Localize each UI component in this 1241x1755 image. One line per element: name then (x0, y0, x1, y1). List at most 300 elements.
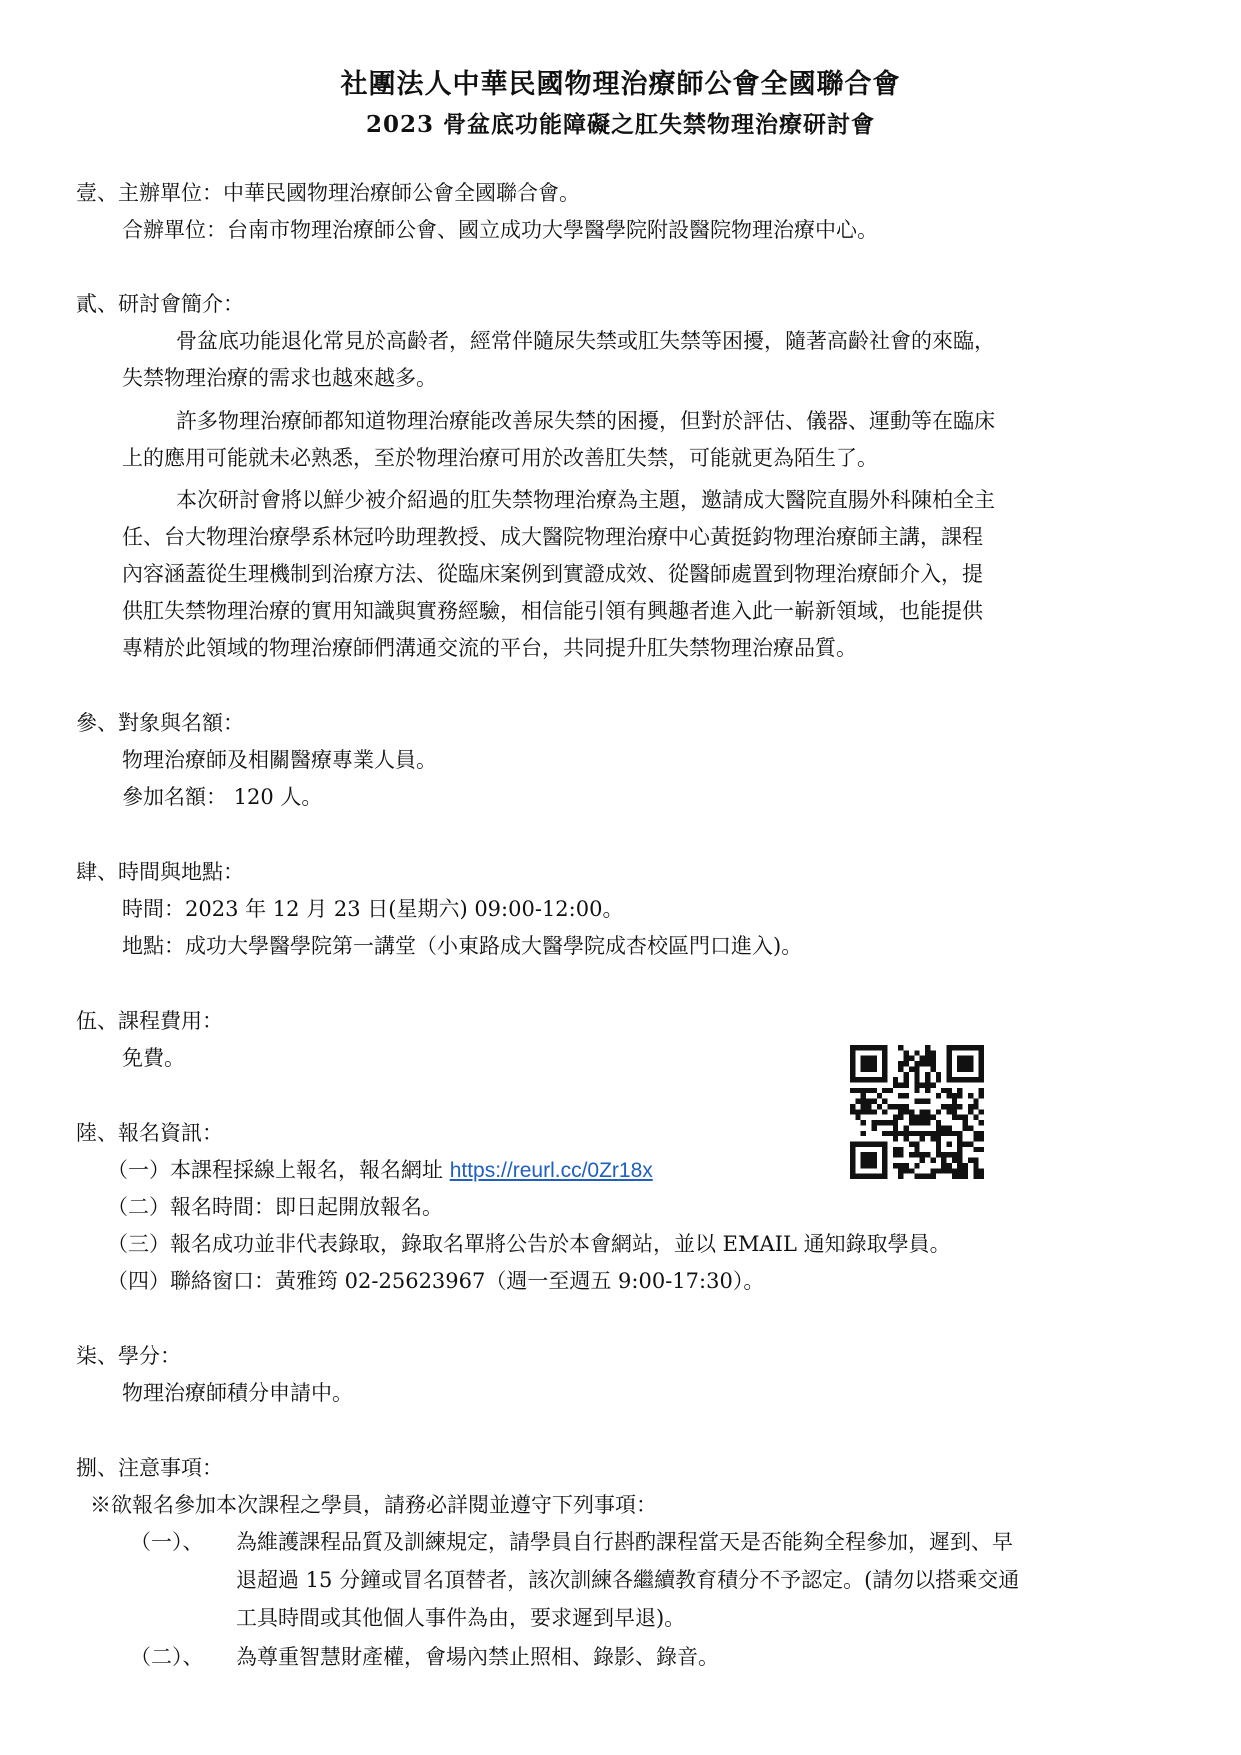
qr-module (871, 1174, 876, 1179)
qr-module (914, 1099, 919, 1104)
qr-module (904, 1061, 909, 1066)
qr-module (930, 1066, 935, 1071)
qr-module (957, 1056, 962, 1061)
qr-module (850, 1158, 855, 1163)
qr-module (850, 1109, 855, 1114)
qr-module (963, 1174, 968, 1179)
qr-module (882, 1077, 887, 1082)
qr-module (973, 1104, 978, 1109)
qr-module (898, 1066, 903, 1071)
registration-link[interactable]: https://reurl.cc/0Zr18x (449, 1159, 653, 1182)
qr-module (963, 1120, 968, 1125)
qr-module (952, 1093, 957, 1098)
qr-module (855, 1174, 860, 1179)
qr-module (914, 1088, 919, 1093)
qr-module (973, 1174, 978, 1179)
qr-module (861, 1120, 866, 1125)
intro-heading: 貳、研討會簡介： (76, 292, 244, 316)
qr-module (979, 1066, 984, 1071)
qr-module (871, 1158, 876, 1163)
intro-line: 本次研討會將以鮮少被介紹過的肛失禁物理治療為主題，邀請成大醫院直腸外科陳柏全主 (176, 488, 995, 512)
qr-module (855, 1115, 860, 1120)
qr-module (968, 1109, 973, 1114)
qr-module (920, 1115, 925, 1120)
qr-module (866, 1061, 871, 1066)
qr-module (904, 1050, 909, 1055)
qr-module (861, 1088, 866, 1093)
qr-module (979, 1174, 984, 1179)
qr-module (952, 1104, 957, 1109)
qr-module (973, 1147, 978, 1152)
qr-module (904, 1093, 909, 1098)
fee-heading: 伍、課程費用： (76, 1009, 223, 1033)
qr-module (957, 1115, 962, 1120)
qr-module (957, 1045, 962, 1050)
qr-module (898, 1168, 903, 1173)
qr-module (909, 1141, 914, 1146)
qr-module (957, 1066, 962, 1071)
qr-module (904, 1131, 909, 1136)
qr-module (979, 1136, 984, 1141)
qr-module (930, 1174, 935, 1179)
qr-module (877, 1077, 882, 1082)
qr-module (914, 1147, 919, 1152)
qr-module (936, 1093, 941, 1098)
document-subtitle: 2023 骨盆底功能障礙之肛失禁物理治療研討會 (365, 111, 876, 138)
qr-module (963, 1066, 968, 1071)
intro-line: 內容涵蓋從生理機制到治療方法、從臨床案例到實證成效、從醫師處置到物理治療師介入，提 (122, 562, 983, 586)
qr-module (914, 1050, 919, 1055)
qr-module (855, 1141, 860, 1146)
qr-module (914, 1141, 919, 1146)
note-item-label: （二）、 (130, 1645, 204, 1669)
qr-module (871, 1061, 876, 1066)
qr-module (909, 1152, 914, 1157)
qr-module (882, 1072, 887, 1077)
qr-module (941, 1088, 946, 1093)
fee-line: 免費。 (122, 1046, 185, 1070)
qr-module (952, 1045, 957, 1050)
qr-module (904, 1072, 909, 1077)
qr-module (979, 1109, 984, 1114)
note-item-label: （一）、 (130, 1530, 204, 1554)
qr-module (871, 1045, 876, 1050)
qr-module (936, 1168, 941, 1173)
qr-module (893, 1120, 898, 1125)
qr-module (914, 1120, 919, 1125)
qr-module (866, 1109, 871, 1114)
qr-module (861, 1056, 866, 1061)
registration-item: （二）報名時間：即日起開放報名。 (107, 1195, 443, 1219)
qr-module (925, 1061, 930, 1066)
qr-module (979, 1077, 984, 1082)
qr-module (925, 1045, 930, 1050)
qr-module (941, 1158, 946, 1163)
qr-module (973, 1158, 978, 1163)
qr-module (946, 1104, 951, 1109)
qr-module (936, 1109, 941, 1114)
qr-module (941, 1168, 946, 1173)
qr-module (866, 1104, 871, 1109)
qr-module (973, 1163, 978, 1168)
audience-heading: 參、對象與名額： (76, 711, 244, 735)
qr-module (957, 1163, 962, 1168)
qr-module (968, 1104, 973, 1109)
qr-module (861, 1131, 866, 1136)
qr-module (957, 1141, 962, 1146)
qr-module (914, 1152, 919, 1157)
co-organizer-line: 合辦單位：台南市物理治療師公會、國立成功大學醫學院附設醫院物理治療中心。 (122, 218, 878, 242)
qr-module (871, 1109, 876, 1114)
qr-module (963, 1168, 968, 1173)
qr-module (946, 1125, 951, 1130)
qr-module (893, 1104, 898, 1109)
qr-module (968, 1061, 973, 1066)
intro-line: 上的應用可能就未必熟悉，至於物理治療可用於改善肛失禁，可能就更為陌生了。 (122, 446, 878, 470)
qr-module (963, 1045, 968, 1050)
registration-item: （四）聯絡窗口：黃雅筠 02-25623967（週一至週五 9:00-17:30）。 (107, 1269, 765, 1293)
qr-module (861, 1152, 866, 1157)
qr-module (850, 1141, 855, 1146)
qr-module (882, 1141, 887, 1146)
qr-module (909, 1120, 914, 1125)
qr-module (904, 1056, 909, 1061)
qr-module (963, 1056, 968, 1061)
qr-module (925, 1131, 930, 1136)
qr-module (952, 1174, 957, 1179)
qr-module (946, 1066, 951, 1071)
intro-line: 供肛失禁物理治療的實用知識與實務經驗，相信能引領有興趣者進入此一嶄新領域，也能提供 (122, 599, 983, 623)
qr-module (882, 1120, 887, 1125)
qr-module (925, 1109, 930, 1114)
qr-module (861, 1174, 866, 1179)
qr-module (871, 1099, 876, 1104)
audience-line: 物理治療師及相關醫療專業人員。 (122, 748, 437, 772)
qr-module (968, 1093, 973, 1098)
qr-module (914, 1072, 919, 1077)
qr-module (909, 1168, 914, 1173)
qr-module (866, 1099, 871, 1104)
qr-module (968, 1066, 973, 1071)
qr-module (920, 1158, 925, 1163)
qr-module (930, 1115, 935, 1120)
qr-module (920, 1061, 925, 1066)
time-place-heading: 肆、時間與地點： (76, 860, 244, 884)
qr-module (861, 1099, 866, 1104)
qr-module (920, 1083, 925, 1088)
registration-heading: 陸、報名資訊： (76, 1121, 223, 1145)
note-item-line: 為維護課程品質及訓練規定，請學員自行斟酌課程當天是否能夠全程參加，遲到、早 (236, 1530, 1013, 1554)
qr-module (979, 1131, 984, 1136)
qr-module (871, 1152, 876, 1157)
qr-module (946, 1045, 951, 1050)
qr-module (957, 1136, 962, 1141)
qr-module (946, 1109, 951, 1114)
qr-module (882, 1131, 887, 1136)
qr-module (882, 1109, 887, 1114)
qr-module (936, 1072, 941, 1077)
qr-module (914, 1077, 919, 1082)
qr-module (850, 1050, 855, 1055)
qr-module (866, 1152, 871, 1157)
qr-module (882, 1163, 887, 1168)
qr-module (925, 1077, 930, 1082)
qr-module (946, 1088, 951, 1093)
qr-module (882, 1056, 887, 1061)
qr-module (957, 1061, 962, 1066)
qr-module (952, 1099, 957, 1104)
qr-module (930, 1050, 935, 1055)
qr-module (925, 1088, 930, 1093)
qr-module (898, 1061, 903, 1066)
qr-module (957, 1093, 962, 1098)
qr-module (850, 1174, 855, 1179)
qr-module (957, 1168, 962, 1173)
qr-module (963, 1115, 968, 1120)
qr-module (871, 1088, 876, 1093)
qr-module (861, 1077, 866, 1082)
qr-module (882, 1061, 887, 1066)
qr-module (855, 1088, 860, 1093)
qr-module (914, 1061, 919, 1066)
qr-module (920, 1099, 925, 1104)
qr-module (882, 1088, 887, 1093)
qr-module (850, 1163, 855, 1168)
qr-module (850, 1077, 855, 1082)
qr-module (952, 1168, 957, 1173)
qr-module (850, 1061, 855, 1066)
qr-module (871, 1066, 876, 1071)
qr-module (925, 1099, 930, 1104)
qr-module (898, 1104, 903, 1109)
qr-module (877, 1120, 882, 1125)
qr-module (904, 1109, 909, 1114)
qr-module (979, 1056, 984, 1061)
qr-module (946, 1168, 951, 1173)
registration-item-text: （一）本課程採線上報名，報名網址 (107, 1158, 450, 1182)
qr-module (882, 1066, 887, 1071)
qr-module (941, 1131, 946, 1136)
qr-module (866, 1077, 871, 1082)
qr-module (861, 1109, 866, 1114)
qr-module (882, 1099, 887, 1104)
qr-module (925, 1115, 930, 1120)
qr-module (893, 1077, 898, 1082)
qr-module (957, 1088, 962, 1093)
qr-module (963, 1061, 968, 1066)
qr-module (973, 1099, 978, 1104)
qr-module (946, 1152, 951, 1157)
qr-module (871, 1077, 876, 1082)
qr-module (898, 1131, 903, 1136)
intro-line: 失禁物理治療的需求也越來越多。 (122, 366, 437, 390)
qr-module (925, 1083, 930, 1088)
qr-module (946, 1077, 951, 1082)
qr-module (920, 1056, 925, 1061)
qr-module (925, 1174, 930, 1179)
qr-module (963, 1141, 968, 1146)
qr-module (914, 1066, 919, 1071)
qr-module (979, 1050, 984, 1055)
qr-module (925, 1120, 930, 1125)
qr-module (946, 1050, 951, 1055)
qr-module (866, 1066, 871, 1071)
qr-module (957, 1131, 962, 1136)
qr-module (946, 1163, 951, 1168)
qr-module (946, 1061, 951, 1066)
qr-module (850, 1152, 855, 1157)
place-line: 地點：成功大學醫學院第一講堂（小東路成大醫學院成杏校區門口進入)。 (122, 934, 803, 958)
qr-module (968, 1158, 973, 1163)
quota-line: 參加名額： 120 人。 (122, 785, 323, 809)
qr-module (941, 1152, 946, 1157)
qr-module (904, 1125, 909, 1130)
qr-module (952, 1131, 957, 1136)
qr-module (952, 1158, 957, 1163)
qr-module (866, 1141, 871, 1146)
qr-module (850, 1056, 855, 1061)
qr-module (898, 1147, 903, 1152)
qr-module (904, 1168, 909, 1173)
qr-module (936, 1131, 941, 1136)
qr-module (914, 1174, 919, 1179)
qr-module (877, 1174, 882, 1179)
document-title: 社團法人中華民國物理治療師公會全國聯合會 (340, 69, 901, 100)
qr-module (936, 1136, 941, 1141)
qr-module (946, 1093, 951, 1098)
qr-module (898, 1083, 903, 1088)
qr-module (888, 1120, 893, 1125)
qr-module (968, 1125, 973, 1130)
qr-module (968, 1141, 973, 1146)
qr-module (904, 1136, 909, 1141)
qr-module (946, 1131, 951, 1136)
qr-module (957, 1158, 962, 1163)
qr-module (877, 1045, 882, 1050)
qr-module (973, 1168, 978, 1173)
qr-module (850, 1045, 855, 1050)
qr-module (925, 1050, 930, 1055)
qr-module (898, 1152, 903, 1157)
qr-module (866, 1163, 871, 1168)
qr-module (914, 1083, 919, 1088)
qr-module (877, 1141, 882, 1146)
qr-module (882, 1174, 887, 1179)
registration-item (107, 1156, 653, 1185)
qr-module (909, 1115, 914, 1120)
qr-module (871, 1163, 876, 1168)
qr-module (909, 1066, 914, 1071)
qr-module (963, 1125, 968, 1130)
qr-module (893, 1125, 898, 1130)
qr-module (909, 1056, 914, 1061)
credits-heading: 柒、學分： (76, 1344, 181, 1368)
qr-module (871, 1056, 876, 1061)
qr-module (877, 1093, 882, 1098)
qr-module (882, 1050, 887, 1055)
qr-module (936, 1147, 941, 1152)
notes-intro: ※欲報名參加本次課程之學員，請務必詳閱並遵守下列事項： (90, 1493, 657, 1517)
qr-module (957, 1147, 962, 1152)
qr-module (861, 1104, 866, 1109)
qr-module (877, 1104, 882, 1109)
qr-module (968, 1077, 973, 1082)
qr-module (866, 1056, 871, 1061)
qr-module (930, 1158, 935, 1163)
qr-module (861, 1093, 866, 1098)
qr-module (979, 1120, 984, 1125)
note-item-line: 退超過 15 分鐘或冒名頂替者，該次訓練各繼續教育積分不予認定。(請勿以搭乘交通 (236, 1568, 1020, 1592)
qr-module (855, 1045, 860, 1050)
qr-module (882, 1168, 887, 1173)
intro-line: 專精於此領域的物理治療師們溝通交流的平台，共同提升肛失禁物理治療品質。 (122, 636, 857, 660)
qr-module (866, 1174, 871, 1179)
qr-module (904, 1083, 909, 1088)
qr-module (920, 1131, 925, 1136)
qr-module (893, 1136, 898, 1141)
qr-module (979, 1061, 984, 1066)
qr-module (930, 1083, 935, 1088)
qr-module (973, 1136, 978, 1141)
qr-module (968, 1045, 973, 1050)
qr-module (850, 1104, 855, 1109)
qr-module (936, 1125, 941, 1130)
qr-module (871, 1125, 876, 1130)
intro-line: 骨盆底功能退化常見於高齡者，經常伴隨尿失禁或肛失禁等困擾，隨著高齡社會的來臨， (176, 329, 995, 353)
qr-module (914, 1131, 919, 1136)
qr-module (882, 1152, 887, 1157)
qr-module (941, 1104, 946, 1109)
qr-code-icon[interactable] (850, 1045, 984, 1179)
qr-module (930, 1056, 935, 1061)
qr-module (898, 1115, 903, 1120)
qr-module (920, 1136, 925, 1141)
qr-module (963, 1163, 968, 1168)
qr-module (952, 1077, 957, 1082)
qr-module (946, 1072, 951, 1077)
qr-module (957, 1104, 962, 1109)
qr-module (925, 1152, 930, 1157)
qr-module (882, 1158, 887, 1163)
qr-module (952, 1152, 957, 1157)
qr-module (893, 1147, 898, 1152)
qr-module (936, 1152, 941, 1157)
qr-module (888, 1104, 893, 1109)
qr-module (871, 1120, 876, 1125)
qr-module (968, 1056, 973, 1061)
qr-module (861, 1045, 866, 1050)
qr-module (898, 1174, 903, 1179)
qr-module (979, 1072, 984, 1077)
registration-item: （三）報名成功並非代表錄取，錄取名單將公告於本會網站，並以 EMAIL 通知錄取學員。 (107, 1232, 951, 1256)
qr-module (861, 1061, 866, 1066)
qr-module (930, 1131, 935, 1136)
qr-module (861, 1158, 866, 1163)
qr-module (973, 1077, 978, 1082)
qr-module (850, 1066, 855, 1071)
qr-module (882, 1147, 887, 1152)
note-item-line: 工具時間或其他個人事件為由，要求遲到早退)。 (236, 1606, 686, 1630)
qr-module (946, 1056, 951, 1061)
note-item-line: 為尊重智慧財產權，會場內禁止照相、錄影、錄音。 (236, 1645, 719, 1669)
qr-module (979, 1147, 984, 1152)
qr-module (936, 1077, 941, 1082)
qr-module (882, 1045, 887, 1050)
qr-module (888, 1088, 893, 1093)
qr-module (973, 1045, 978, 1050)
qr-module (893, 1083, 898, 1088)
qr-module (904, 1077, 909, 1082)
